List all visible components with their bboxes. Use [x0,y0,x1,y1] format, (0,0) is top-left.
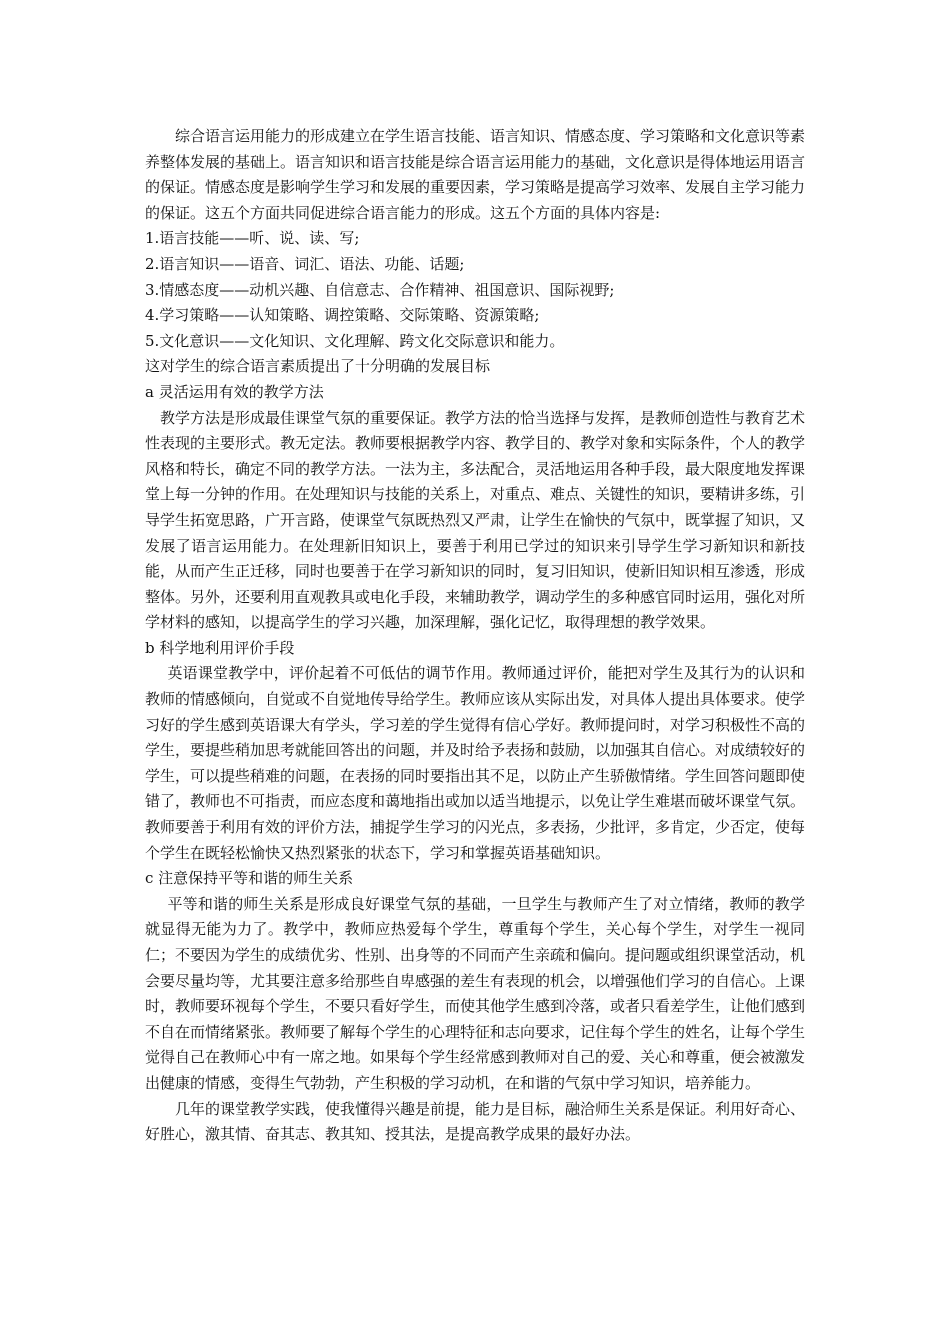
document-page [145,124,805,1148]
section-c-body: 平等和谐的师生关系是形成良好课堂气氛的基础，一旦学生与教师产生了对立情绪，教师的教学就显得无能为力了。教学中，教师应热爱每个学生，尊重每个学生，关心每个学生，对学生一视同仁；不要因为学生的成绩优劣、性别、出身等的不同而产生亲疏和偏向。提问题或组织课堂活动，机会要尽量均等，尤其要注意多给那些自卑感强的差生有表现的机会，以增强他们学习的自信心。上课时，教师要环视每个学生，不要只看好学生，而使其他学生感到冷落，或者只看差学生，让他们感到不自在而情绪紧张。教师要了解每个学生的心理特征和志向要求，记住每个学生的姓名，让每个学生觉得自己在教师心中有一席之地。如果每个学生经常感到教师对自己的爱、关心和尊重，便会被激发出健康的情感，变得生气勃勃，产生积极的学习动机，在和谐的气氛中学习知识，培养能力。 [145,894,806,1092]
conclusion-paragraph: 几年的课堂教学实践，使我懂得兴趣是前提，能力是目标，融洽师生关系是保证。利用好奇心、好胜心，激其情、奋其志、教其知、授其法，是提高教学成果的最好办法。 [145,1099,806,1144]
list-item-3: 3.情感态度——动机兴趣、自信意志、合作精神、祖国意识、国际视野; [145,280,615,299]
list-item-4: 4.学习策略——认知策略、调控策略、交际策略、资源策略; [145,306,540,325]
section-a-body: 教学方法是形成最佳课堂气氛的重要保证。教学方法的恰当选择与发挥，是教师创造性与教育艺术性表现的主要形式。教无定法。教师要根据教学内容、教学目的、教学对象和实际条件，个人的教学风格和特长，确定不同的教学方法。一法为主，多法配合，灵活地运用各种手段，最大限度地发挥课堂上每一分钟的作用。在处理知识与技能的关系上，对重点、难点、关键性的知识，要精讲多练，引导学生拓宽思路，广开言路，使课堂气氛既热烈又严肃，让学生在愉快的气氛中，既掌握了知识，又发展了语言运用能力。在处理新旧知识上，要善于利用已学过的知识来引导学生学习新知识和新技能，从而产生正迁移，同时也要善于在学习新知识的同时，复习旧知识，使新旧知识相互渗透，形成整体。另外，还要利用直观教具或电化手段，来辅助教学，调动学生的多种感官同时运用，强化对所学材料的感知，以提高学生的学习兴趣，加深理解，强化记忆，取得理想的教学效果。 [145,408,806,632]
summary-line: 这对学生的综合语言素质提出了十分明确的发展目标 [145,357,491,376]
list-item-2: 2.语言知识——语音、词汇、语法、功能、话题; [145,254,465,273]
list-item-5: 5.文化意识——文化知识、文化理解、跨文化交际意识和能力。 [145,331,565,350]
section-b-heading: b 科学地利用评价手段 [145,638,295,657]
list-item-1: 1.语言技能——听、说、读、写; [145,229,360,248]
section-c-heading: c 注意保持平等和谐的师生关系 [145,869,354,888]
section-b-body: 英语课堂教学中，评价起着不可低估的调节作用。教师通过评价，能把对学生及其行为的认识和教师的情感倾向，自觉或不自觉地传导给学生。教师应该从实际出发，对具体人提出具体要求。使学习好的学生感到英语课大有学头，学习差的学生觉得有信心学好。教师提问时，对学习积极性不高的学生，要提些稍加思考就能回答出的问题，并及时给予表扬和鼓励，以加强其自信心。对成绩较好的学生，可以提些稍难的问题，在表扬的同时要指出其不足，以防止产生骄傲情绪。学生回答问题即使错了，教师也不可指责，而应态度和蔼地指出或加以适当地提示，以免让学生难堪而破坏课堂气氛。教师要善于利用有效的评价方法，捕捉学生学习的闪光点，多表扬，少批评，多肯定，少否定，使每个学生在既轻松愉快又热烈紧张的状态下，学习和掌握英语基础知识。 [145,664,806,862]
intro-paragraph: 综合语言运用能力的形成建立在学生语言技能、语言知识、情感态度、学习策略和文化意识等素养整体发展的基础上。语言知识和语言技能是综合语言运用能力的基础，文化意识是得体地运用语言的保证。情感态度是影响学生学习和发展的重要因素，学习策略是提高学习效率、发展自主学习能力的保证。这五个方面共同促进综合语言能力的形成。这五个方面的具体内容是: [145,127,806,222]
section-a-heading: a 灵活运用有效的教学方法 [145,382,324,401]
